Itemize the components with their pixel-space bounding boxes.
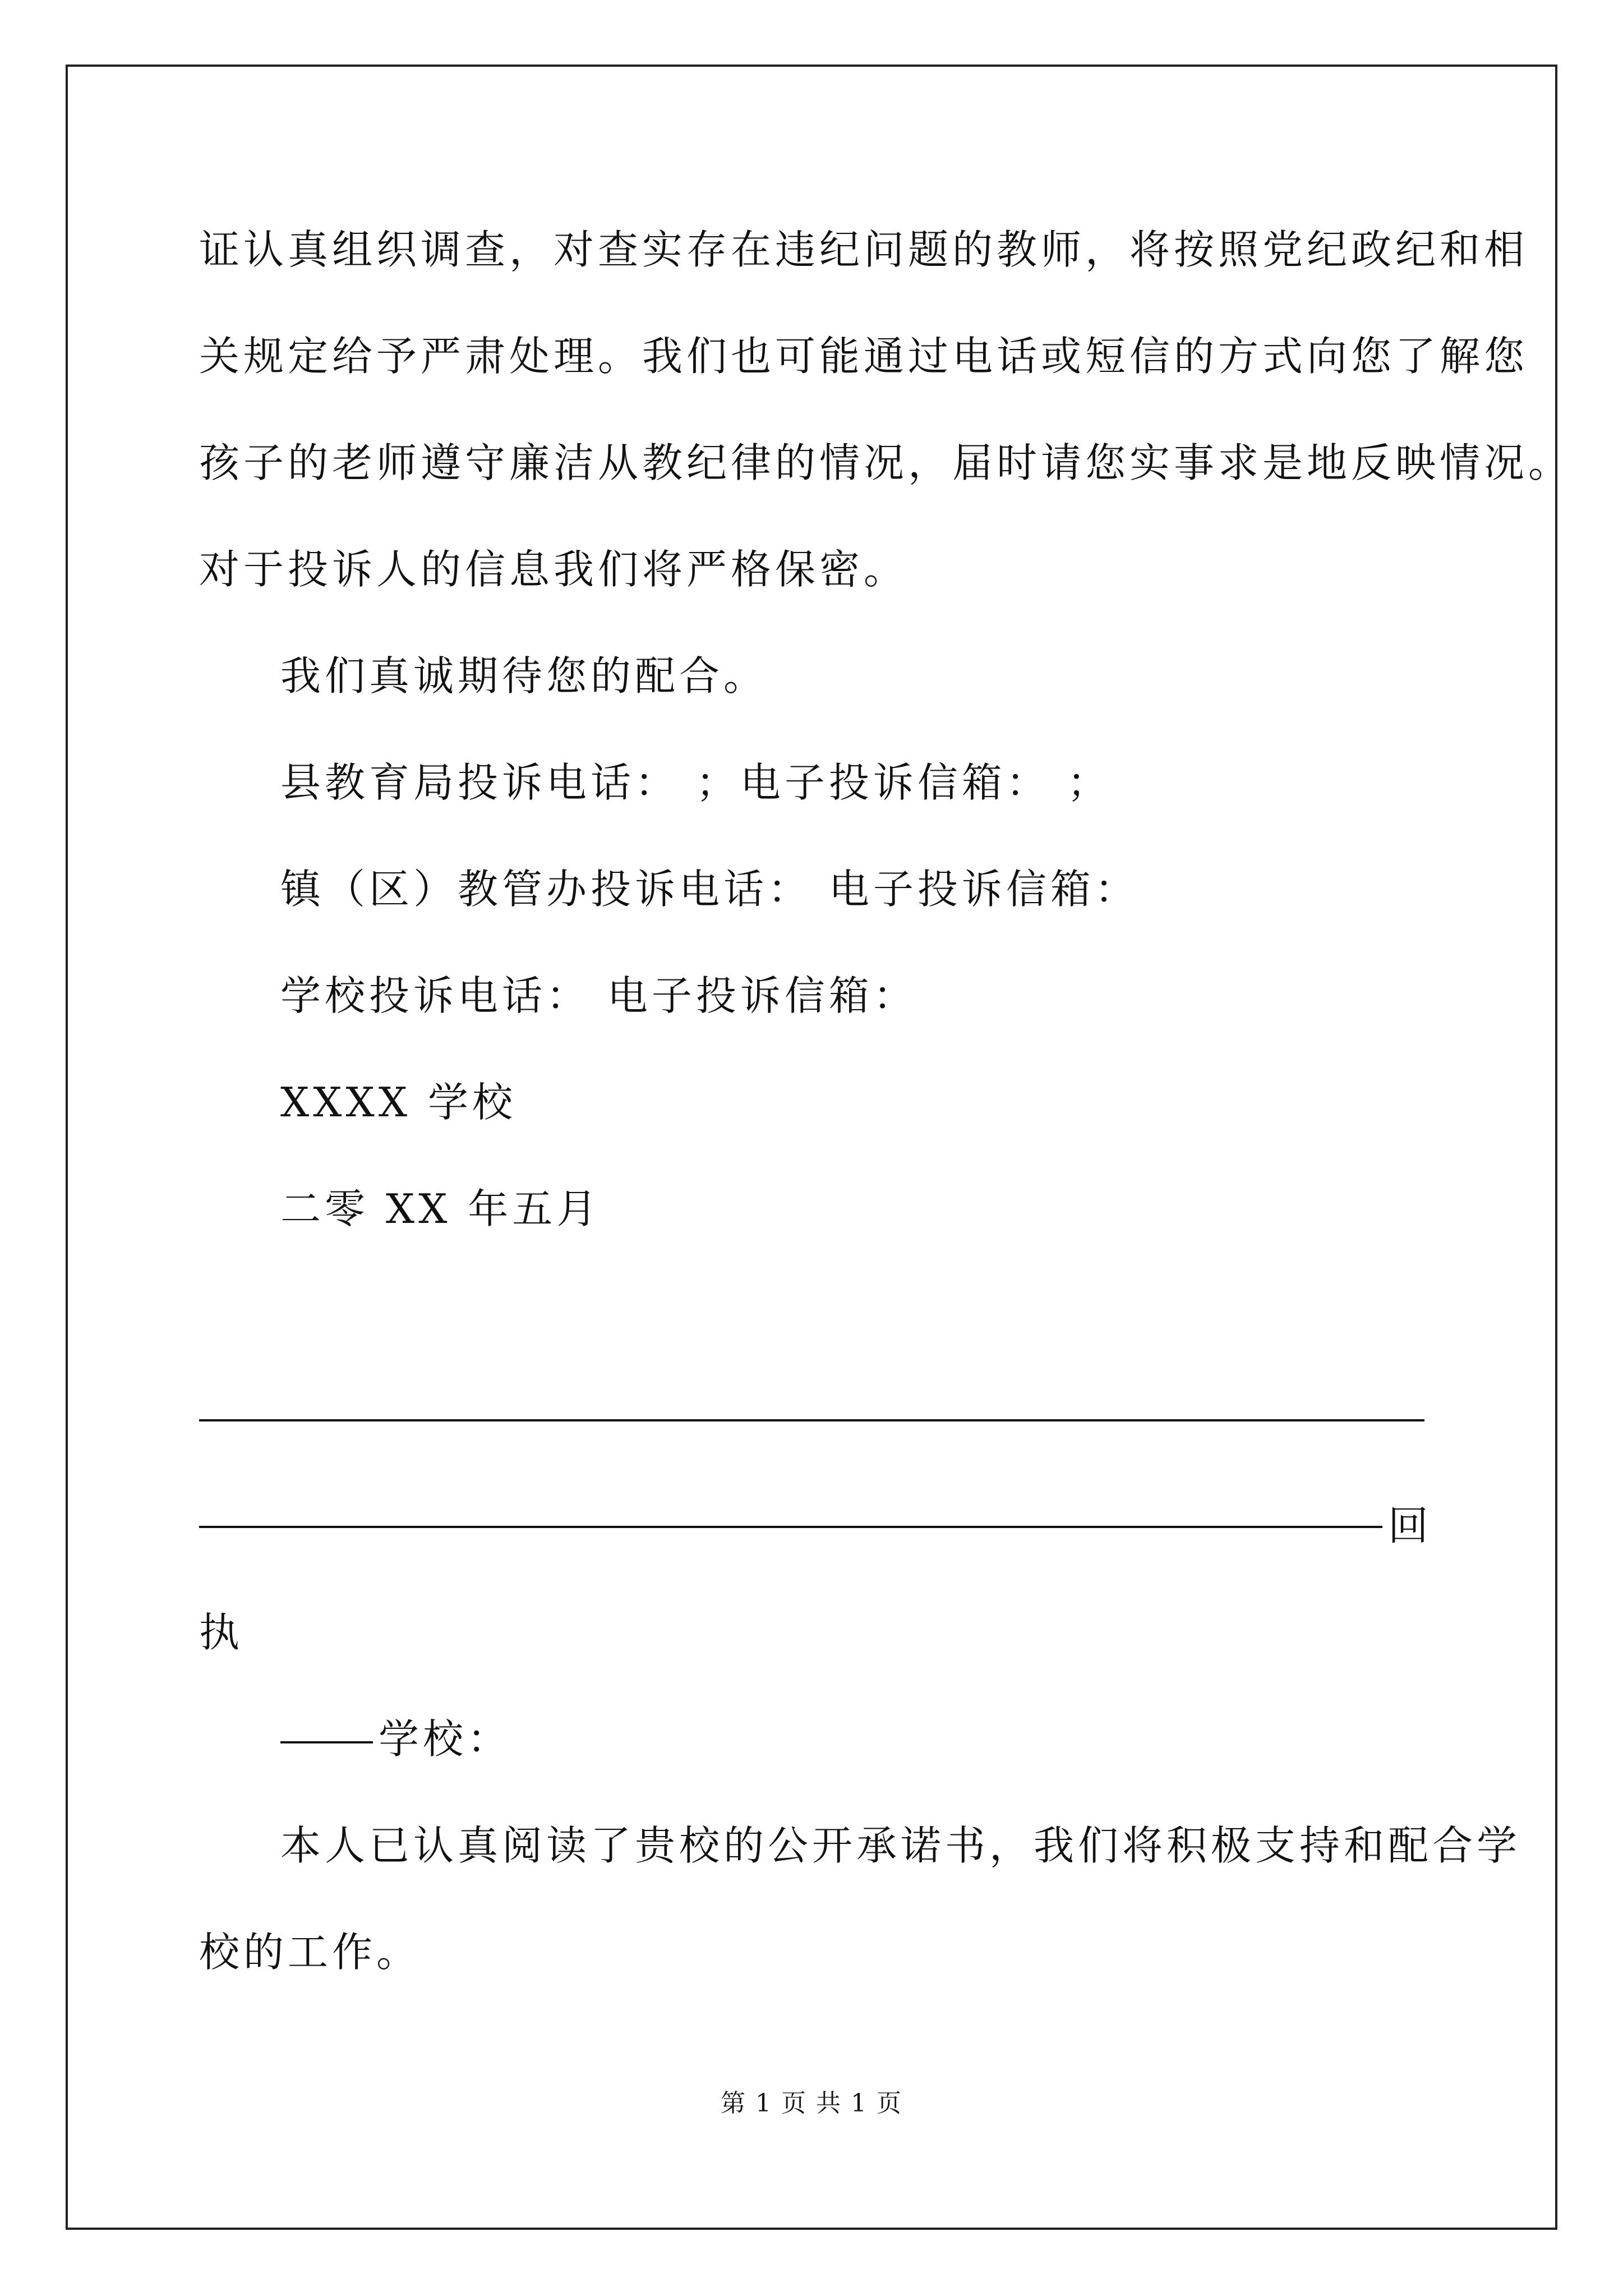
contact-county-bureau: 县教育局投诉电话： ；电子投诉信箱： ； bbox=[280, 759, 1112, 806]
contact-town-office: 镇（区）教管办投诉电话： 电子投诉信箱： bbox=[280, 866, 1139, 913]
receipt-title-part2: 执 bbox=[199, 1609, 244, 1656]
blank-underline bbox=[280, 1741, 373, 1743]
paragraph-line-1: 证认真组织调查，对查实存在违纪问题的教师，将按照党纪政纪和相 bbox=[199, 226, 1529, 273]
cut-line-1 bbox=[199, 1419, 1424, 1421]
receipt-title-part1: 回 bbox=[1388, 1502, 1433, 1549]
closing-line: 我们真诚期待您的配合。 bbox=[280, 652, 768, 700]
signature-school: XXXX 学校 bbox=[280, 1079, 517, 1126]
receipt-addressee-line bbox=[280, 1711, 511, 1767]
receipt-body-line-2: 校的工作。 bbox=[199, 1929, 421, 1976]
paragraph-line-4: 对于投诉人的信息我们将严格保密。 bbox=[199, 546, 909, 593]
page-number: 第 1 页 共 1 页 bbox=[721, 2089, 902, 2118]
page-border bbox=[66, 65, 1557, 2230]
receipt-body-line-1: 本人已认真阅读了贵校的公开承诺书，我们将积极支持和配合学 bbox=[280, 1822, 1521, 1869]
paragraph-line-3: 孩子的老师遵守廉洁从教纪律的情况，届时请您实事求是地反映情况。 bbox=[199, 439, 1573, 486]
paragraph-line-2: 关规定给予严肃处理。我们也可能通过电话或短信的方式向您了解您 bbox=[199, 333, 1529, 380]
signature-date: 二零 XX 年五月 bbox=[280, 1185, 601, 1232]
cut-line-2 bbox=[199, 1526, 1382, 1528]
contact-school: 学校投诉电话： 电子投诉信箱： bbox=[280, 972, 917, 1019]
receipt-addressee: 学校： bbox=[379, 1715, 512, 1763]
